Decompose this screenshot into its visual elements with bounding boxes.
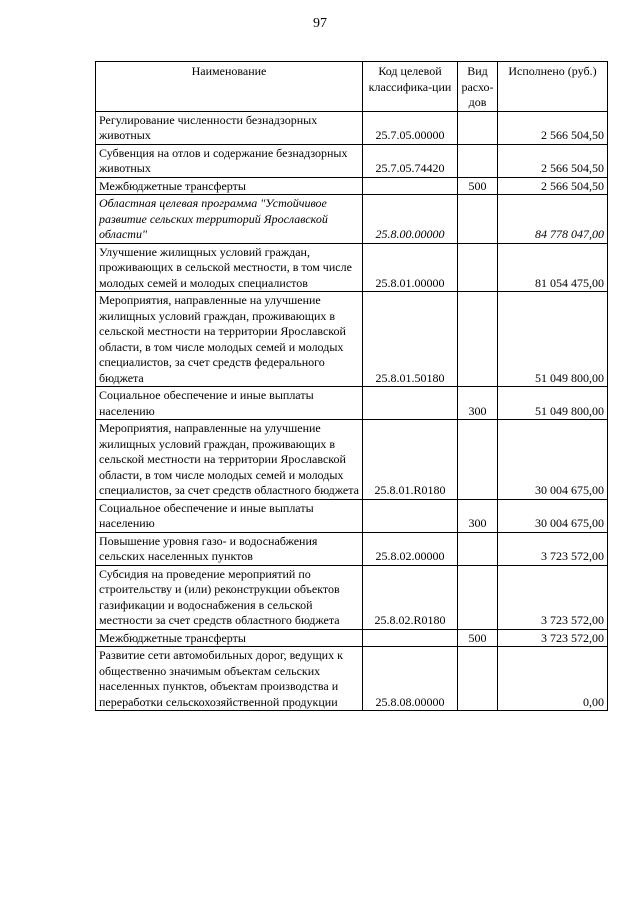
cell-amount: 3 723 572,00 <box>498 532 608 565</box>
cell-amount: 84 778 047,00 <box>498 195 608 244</box>
cell-name: Субвенция на отлов и содержание безнадзорных животных <box>96 144 363 177</box>
cell-name: Областная целевая программа "Устойчивое развитие сельских территорий Ярославской области" <box>96 195 363 244</box>
cell-amount: 2 566 504,50 <box>498 144 608 177</box>
table-row <box>96 111 608 144</box>
cell-name: Мероприятия, направленные на улучшение жилищных условий граждан, проживающих в сельской местности на территории Ярославской области, в том числе молодых семей и молодых специалистов, за счет средств федерального бюджета <box>96 292 363 387</box>
cell-code: 25.8.01.00000 <box>363 243 458 292</box>
cell-amount: 30 004 675,00 <box>498 420 608 500</box>
cell-name: Субсидия на проведение мероприятий по строительству и (или) реконструкции объектов газификации и водоснабжения в сельской местности за счет средств областного бюджета <box>96 565 363 629</box>
cell-type <box>458 144 498 177</box>
cell-code <box>363 629 458 647</box>
cell-amount: 51 049 800,00 <box>498 387 608 420</box>
table-row <box>96 647 608 711</box>
cell-name: Межбюджетные трансферты <box>96 629 363 647</box>
cell-type <box>458 111 498 144</box>
cell-code: 25.7.05.74420 <box>363 144 458 177</box>
header-code: Код целевой классифика-ции <box>363 62 458 112</box>
cell-type <box>458 647 498 711</box>
table-row <box>96 387 608 420</box>
cell-name: Мероприятия, направленные на улучшение жилищных условий граждан, проживающих в сельской местности на территории Ярославской области, в том числе молодых семей и молодых специалистов, за счет средств областного бюджета <box>96 420 363 500</box>
cell-amount: 81 054 475,00 <box>498 243 608 292</box>
cell-type <box>458 420 498 500</box>
cell-type: 500 <box>458 629 498 647</box>
header-name: Наименование <box>96 62 363 112</box>
header-amount: Исполнено (руб.) <box>498 62 608 112</box>
cell-amount: 30 004 675,00 <box>498 499 608 532</box>
cell-code <box>363 499 458 532</box>
cell-type <box>458 195 498 244</box>
table-row <box>96 243 608 292</box>
table-row <box>96 420 608 500</box>
cell-type: 300 <box>458 387 498 420</box>
cell-name: Регулирование численности безнадзорных животных <box>96 111 363 144</box>
table-row <box>96 195 608 244</box>
cell-code: 25.8.02.R0180 <box>363 565 458 629</box>
table-row <box>96 629 608 647</box>
table-row <box>96 499 608 532</box>
cell-type <box>458 565 498 629</box>
cell-code <box>363 177 458 195</box>
cell-name: Развитие сети автомобильных дорог, ведущих к общественно значимым объектам сельских населенных пунктов, объектам производства и переработки сельскохозяйственной продукции <box>96 647 363 711</box>
cell-type <box>458 292 498 387</box>
cell-code: 25.8.01.R0180 <box>363 420 458 500</box>
cell-name: Улучшение жилищных условий граждан, проживающих в сельской местности, в том числе молодых семей и молодых специалистов <box>96 243 363 292</box>
table-row <box>96 532 608 565</box>
cell-code: 25.7.05.00000 <box>363 111 458 144</box>
header-type: Вид расхо-дов <box>458 62 498 112</box>
cell-amount: 2 566 504,50 <box>498 111 608 144</box>
cell-name: Социальное обеспечение и иные выплаты населению <box>96 499 363 532</box>
table-row <box>96 565 608 629</box>
cell-name: Повышение уровня газо- и водоснабжения сельских населенных пунктов <box>96 532 363 565</box>
cell-code <box>363 387 458 420</box>
table-row <box>96 177 608 195</box>
cell-code: 25.8.01.50180 <box>363 292 458 387</box>
cell-code: 25.8.00.00000 <box>363 195 458 244</box>
cell-amount: 2 566 504,50 <box>498 177 608 195</box>
cell-type <box>458 532 498 565</box>
cell-type: 500 <box>458 177 498 195</box>
cell-type: 300 <box>458 499 498 532</box>
cell-name: Социальное обеспечение и иные выплаты населению <box>96 387 363 420</box>
page-number: 97 <box>313 16 327 31</box>
cell-amount: 51 049 800,00 <box>498 292 608 387</box>
cell-amount: 3 723 572,00 <box>498 629 608 647</box>
budget-table <box>95 61 608 711</box>
cell-name: Межбюджетные трансферты <box>96 177 363 195</box>
cell-amount: 0,00 <box>498 647 608 711</box>
table-header-row <box>96 62 608 112</box>
table-body <box>96 111 608 711</box>
table-row <box>96 292 608 387</box>
cell-code: 25.8.08.00000 <box>363 647 458 711</box>
cell-amount: 3 723 572,00 <box>498 565 608 629</box>
cell-code: 25.8.02.00000 <box>363 532 458 565</box>
table-row <box>96 144 608 177</box>
cell-type <box>458 243 498 292</box>
